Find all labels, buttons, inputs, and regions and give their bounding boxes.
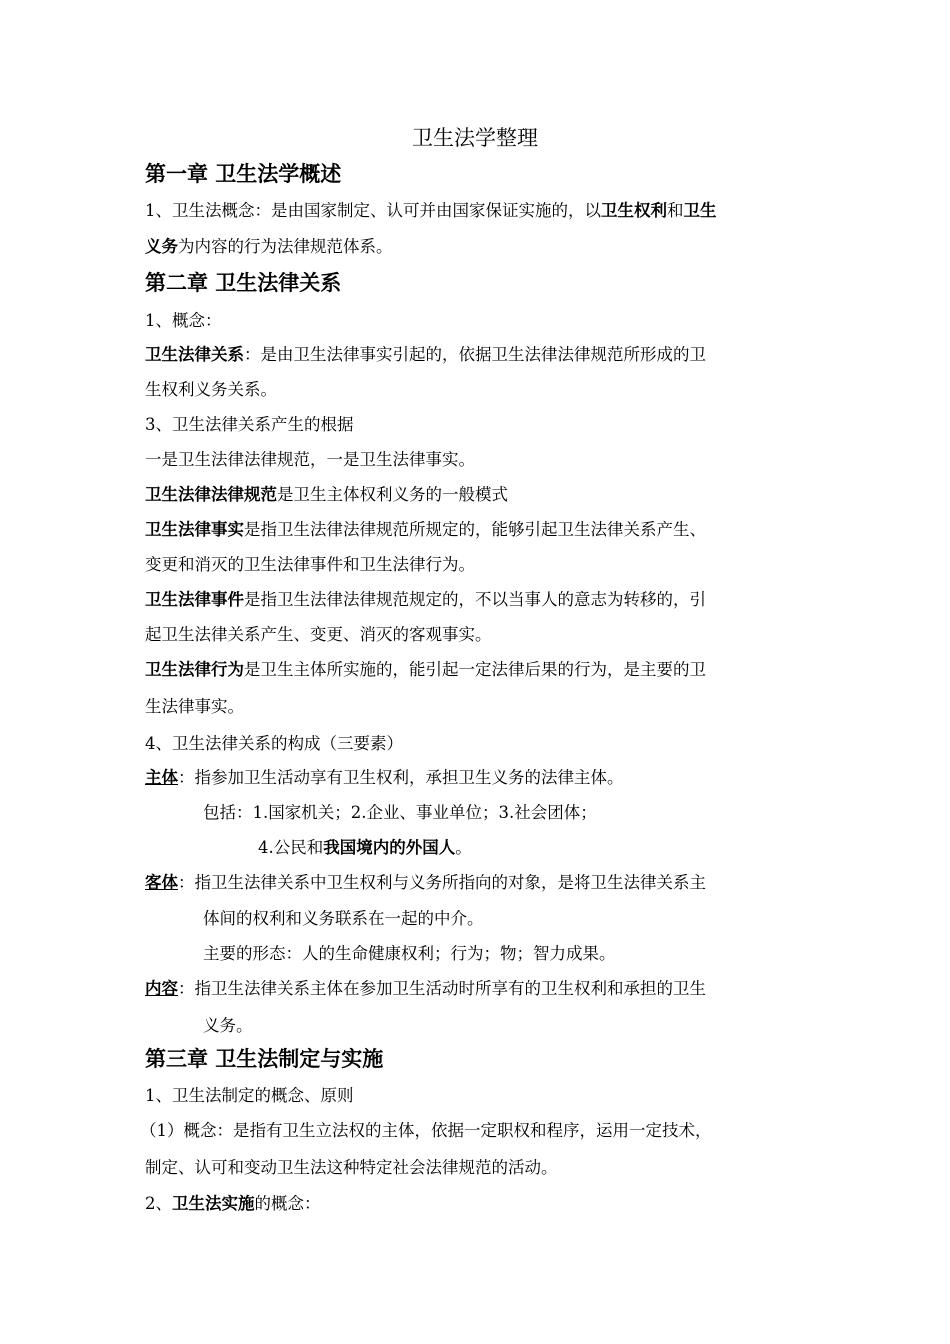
- paragraph: 4、卫生法律关系的构成（三要素）: [145, 734, 403, 753]
- paragraph: 制定、认可和变动卫生法这种特定社会法律规范的活动。: [145, 1158, 558, 1177]
- paragraph: 3、卫生法律关系产生的根据: [145, 415, 354, 434]
- paragraph: 生权利义务关系。: [145, 380, 277, 399]
- paragraph: 体间的权利和义务联系在一起的中介。: [203, 909, 484, 928]
- object-forms: 主要的形态：人的生命健康权利；行为；物；智力成果。: [203, 944, 616, 963]
- subject-label: 主体: [145, 768, 178, 787]
- paragraph: 2、卫生法实施的概念：: [145, 1194, 321, 1213]
- paragraph: 卫生法律事件是指卫生法律法律规范规定的，不以当事人的意志为转移的，引: [145, 590, 706, 609]
- paragraph: 1、卫生法概念：是由国家制定、认可并由国家保证实施的，以卫生权利和卫生: [145, 201, 717, 220]
- content-item: 内容：指卫生法律关系主体在参加卫生活动时所享有的卫生权利和承担的卫生: [145, 979, 706, 998]
- paragraph: 义务。: [203, 1016, 253, 1035]
- object-label: 客体: [145, 873, 178, 892]
- paragraph: 生法律事实。: [145, 697, 244, 716]
- content-label: 内容: [145, 979, 178, 998]
- paragraph: 起卫生法律关系产生、变更、消灭的客观事实。: [145, 625, 492, 644]
- document-title: 卫生法学整理: [412, 126, 538, 150]
- chapter-3-heading: 第三章 卫生法制定与实施: [145, 1046, 384, 1071]
- paragraph: 卫生法律行为是卫生主体所实施的，能引起一定法律后果的行为，是主要的卫: [145, 660, 706, 679]
- paragraph: 卫生法律关系：是由卫生法律事实引起的，依据卫生法律法律规范所形成的卫: [145, 345, 706, 364]
- paragraph: 卫生法律法律规范是卫生主体权利义务的一般模式: [145, 485, 508, 504]
- subject-item-4: 4.公民和我国境内的外国人。: [258, 838, 472, 857]
- paragraph: 1、卫生法制定的概念、原则: [145, 1086, 354, 1105]
- paragraph: 卫生法律事实是指卫生法律法律规范所规定的，能够引起卫生法律关系产生、: [145, 520, 706, 539]
- paragraph: （1）概念：是指有卫生立法权的主体，依据一定职权和程序，运用一定技术，: [140, 1121, 712, 1140]
- chapter-2-heading: 第二章 卫生法律关系: [145, 270, 342, 295]
- subject-item: 主体：指参加卫生活动享有卫生权利，承担卫生义务的法律主体。: [145, 768, 624, 787]
- paragraph: 一是卫生法律法律规范，一是卫生法律事实。: [145, 450, 475, 469]
- paragraph: 变更和消灭的卫生法律事件和卫生法律行为。: [145, 555, 475, 574]
- subject-includes: 包括：1.国家机关；2.企业、事业单位；3.社会团体；: [203, 803, 597, 822]
- paragraph: 义务为内容的行为法律规范体系。: [145, 237, 393, 256]
- object-item: 客体：指卫生法律关系中卫生权利与义务所指向的对象，是将卫生法律关系主: [145, 873, 706, 892]
- chapter-1-heading: 第一章 卫生法学概述: [145, 161, 342, 186]
- paragraph: 1、概念：: [145, 311, 222, 330]
